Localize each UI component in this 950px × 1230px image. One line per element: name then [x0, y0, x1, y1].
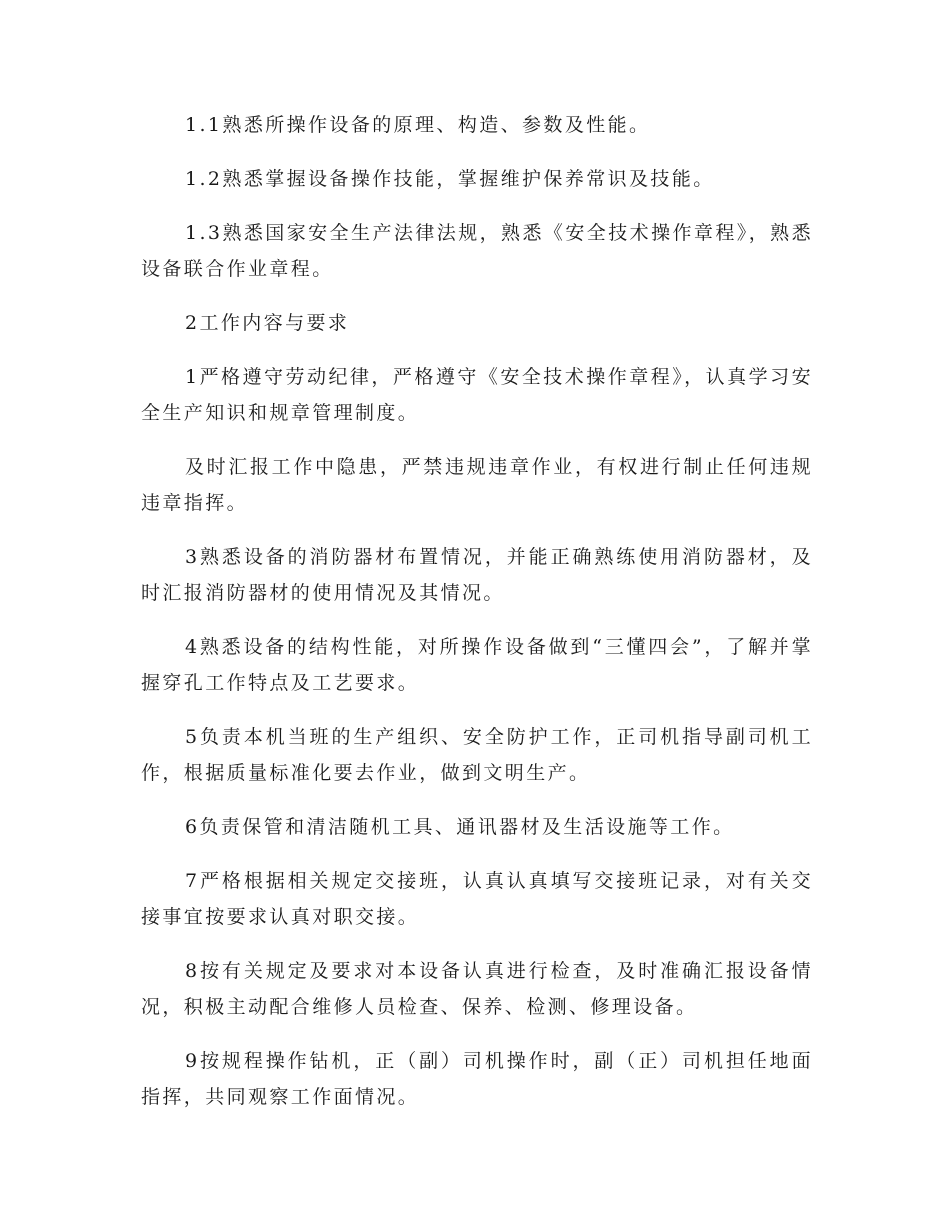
section-heading-2: 2工作内容与要求: [185, 312, 350, 334]
paragraph-item-7: 7严格根据相关规定交接班，认真认真填写交接班记录，对有关交接事宜按要求认真对职交接。: [141, 870, 813, 928]
paragraph-item-2: 及时汇报工作中隐患，严禁违规违章作业，有权进行制止任何违规违章指挥。: [141, 456, 813, 514]
paragraph-item-5: 5负责本机当班的生产组织、安全防护工作，正司机指导副司机工作，根据质量标准化要去作业，做到文明生产。: [141, 726, 813, 784]
paragraph-item-8: 8按有关规定及要求对本设备认真进行检查，及时准确汇报设备情况，积极主动配合维修人员检查、保养、检测、修理设备。: [141, 960, 813, 1018]
paragraph-item-4: 4熟悉设备的结构性能，对所操作设备做到“三懂四会”，了解并掌握穿孔工作特点及工艺要求。: [141, 636, 813, 694]
paragraph-item-6: 6负责保管和清洁随机工具、通讯器材及生活设施等工作。: [185, 816, 735, 838]
paragraph-1-3: 1.3熟悉国家安全生产法律法规，熟悉《安全技术操作章程》，熟悉设备联合作业章程。: [141, 222, 813, 280]
paragraph-1-2: 1.2熟悉掌握设备操作技能，掌握维护保养常识及技能。: [185, 168, 715, 190]
paragraph-item-9: 9按规程操作钻机，正（副）司机操作时，副（正）司机担任地面指挥，共同观察工作面情况。: [141, 1050, 813, 1108]
paragraph-1-1: 1.1熟悉所操作设备的原理、构造、参数及性能。: [185, 114, 651, 136]
paragraph-item-3: 3熟悉设备的消防器材布置情况，并能正确熟练使用消防器材，及时汇报消防器材的使用情况及其情况。: [141, 546, 813, 604]
document-body: [141, 107, 813, 1133]
paragraph-item-1: 1严格遵守劳动纪律，严格遵守《安全技术操作章程》，认真学习安全生产知识和规章管理制度。: [141, 366, 813, 424]
